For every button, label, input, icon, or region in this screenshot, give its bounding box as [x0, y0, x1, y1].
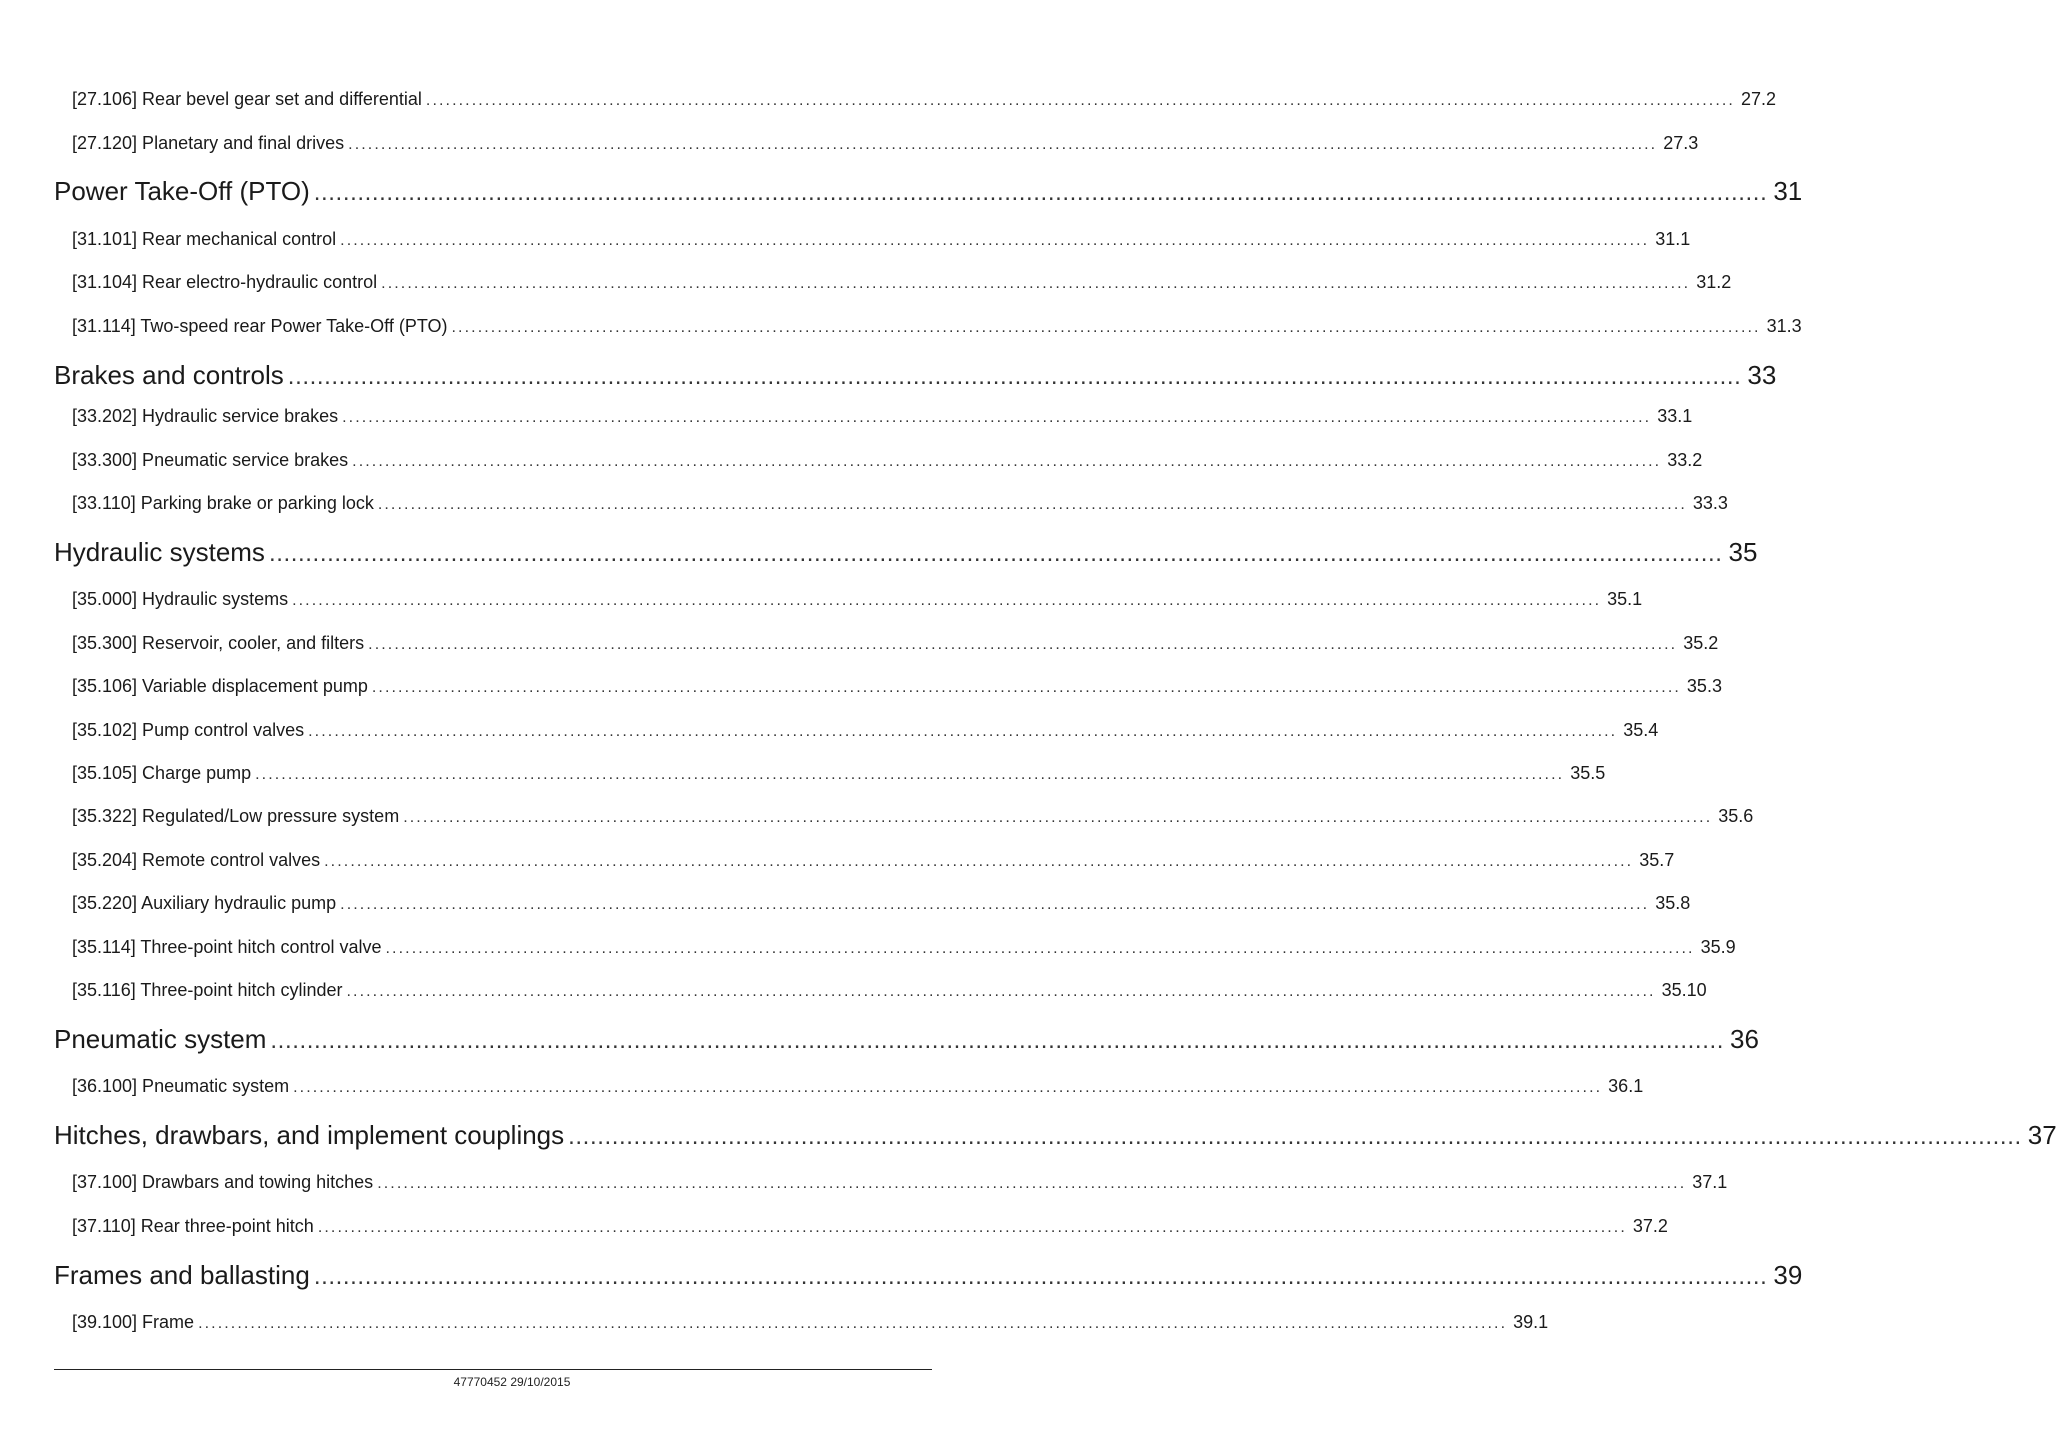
toc-entry[interactable] [72, 450, 1703, 474]
toc-entry-page: 37.2 [1632, 1216, 1668, 1236]
toc-entry[interactable] [72, 1172, 1728, 1196]
toc-section[interactable] [54, 1024, 1759, 1058]
toc-entry-title: [36.100] Pneumatic system [72, 1076, 290, 1096]
toc-entry-page: 35.2 [1683, 633, 1719, 653]
toc-entry-page: 31.1 [1655, 229, 1691, 249]
toc-entry[interactable] [72, 806, 1754, 830]
toc-entry-title: [37.100] Drawbars and towing hitches [72, 1172, 374, 1192]
toc-entry-title: [35.322] Regulated/Low pressure system [72, 806, 400, 826]
toc-entry[interactable] [72, 720, 1659, 744]
dot-leader: ........................................................................................................................................................................................................ [287, 363, 1742, 390]
toc-entry-title: [39.100] Frame [72, 1312, 195, 1332]
toc-entry-page: 33.1 [1657, 406, 1693, 426]
toc-entry-page: 35.4 [1623, 720, 1659, 740]
toc-section[interactable] [54, 176, 1803, 210]
toc-entry-title: [35.114] Three-point hitch control valve [72, 937, 382, 957]
toc-entry-page: 35.7 [1639, 850, 1675, 870]
toc-entry[interactable] [72, 89, 1777, 113]
toc-entry-page: 36.1 [1608, 1076, 1644, 1096]
toc-entry[interactable] [72, 763, 1606, 787]
toc-entry-title: [35.116] Three-point hitch cylinder [72, 980, 343, 1000]
toc-entry-page: 35.3 [1686, 676, 1722, 696]
toc-entry-title: [31.101] Rear mechanical control [72, 229, 337, 249]
toc-entry-title: [27.106] Rear bevel gear set and differential [72, 89, 422, 109]
toc-section[interactable] [54, 537, 1758, 571]
dot-leader: ........................................................................................................................................................................................................ [340, 232, 1650, 249]
toc-entry-title: [35.300] Reservoir, cooler, and filters [72, 633, 365, 653]
toc-entry-page: 27.2 [1740, 89, 1777, 109]
dot-leader: ........................................................................................................................................................................................................ [292, 592, 1602, 609]
toc-section-title: Pneumatic system [54, 1024, 267, 1054]
toc-section-page: 31 [1773, 176, 1803, 206]
dot-leader: ........................................................................................................................................................................................................ [352, 453, 1662, 470]
dot-leader: ........................................................................................................................................................................................................ [268, 540, 1723, 567]
toc-entry-title: [33.110] Parking brake or parking lock [72, 493, 374, 513]
toc-entry[interactable] [72, 133, 1699, 157]
toc-entry-title: [31.104] Rear electro-hydraulic control [72, 272, 378, 292]
toc-entry[interactable] [72, 589, 1643, 613]
dot-leader: ........................................................................................................................................................................................................ [342, 409, 1652, 426]
dot-leader: ........................................................................................................................................................................................................ [346, 983, 1656, 1000]
toc-section-title: Frames and ballasting [54, 1260, 310, 1290]
toc-section-page: 39 [1773, 1260, 1803, 1290]
toc-entry[interactable] [72, 316, 1802, 340]
dot-leader: ........................................................................................................................................................................................................ [381, 275, 1691, 292]
dot-leader: ........................................................................................................................................................................................................ [451, 319, 1761, 336]
dot-leader: ........................................................................................................................................................................................................ [348, 136, 1658, 153]
toc-entry-page: 37.1 [1692, 1172, 1728, 1192]
toc-entry-page: 33.3 [1692, 493, 1728, 513]
dot-leader: ........................................................................................................................................................................................................ [198, 1315, 1508, 1332]
toc-entry-title: [33.300] Pneumatic service brakes [72, 450, 349, 470]
toc-entry[interactable] [72, 272, 1732, 296]
toc-entry[interactable] [72, 633, 1719, 657]
dot-leader: ........................................................................................................................................................................................................ [385, 940, 1695, 957]
toc-entry-title: [35.106] Variable displacement pump [72, 676, 368, 696]
toc-entry[interactable] [72, 937, 1736, 961]
toc-entry[interactable] [72, 676, 1722, 700]
toc-entry-title: [35.220] Auxiliary hydraulic pump [72, 893, 337, 913]
toc-entry[interactable] [72, 850, 1675, 874]
toc-entry-title: [27.120] Planetary and final drives [72, 133, 345, 153]
toc-entry-page: 35.1 [1607, 589, 1643, 609]
toc-entry-title: [33.202] Hydraulic service brakes [72, 406, 339, 426]
dot-leader: ........................................................................................................................................................................................................ [371, 679, 1681, 696]
footer-doc-info: 47770452 29/10/2015 [453, 1375, 571, 1389]
toc-section[interactable] [54, 1260, 1803, 1294]
toc-entry-page: 39.1 [1513, 1312, 1549, 1332]
dot-leader: ........................................................................................................................................................................................................ [324, 853, 1634, 870]
toc-entry-title: [37.110] Rear three-point hitch [72, 1216, 314, 1236]
toc-entry[interactable] [72, 406, 1693, 430]
toc-entry-page: 33.2 [1667, 450, 1703, 470]
dot-leader: ........................................................................................................................................................................................................ [293, 1079, 1603, 1096]
dot-leader: ........................................................................................................................................................................................................ [255, 766, 1565, 783]
toc-entry[interactable] [72, 493, 1728, 517]
toc-section-title: Hitches, drawbars, and implement couplings [54, 1120, 565, 1150]
toc-section-title: Brakes and controls [54, 360, 284, 390]
dot-leader: ........................................................................................................................................................................................................ [403, 809, 1713, 826]
toc-entry[interactable] [72, 980, 1707, 1004]
toc-entry-title: [35.105] Charge pump [72, 763, 252, 783]
toc-section-title: Power Take-Off (PTO) [54, 176, 310, 206]
dot-leader: ........................................................................................................................................................................................................ [317, 1219, 1627, 1236]
toc-entry-title: [35.204] Remote control valves [72, 850, 321, 870]
toc-entry[interactable] [72, 1216, 1668, 1240]
dot-leader: ........................................................................................................................................................................................................ [377, 496, 1687, 513]
toc-entry-page: 35.10 [1661, 980, 1707, 1000]
toc-entry-page: 31.2 [1696, 272, 1732, 292]
toc-entry-page: 35.6 [1718, 806, 1754, 826]
toc-section-page: 37 [2027, 1120, 2057, 1150]
dot-leader: ........................................................................................................................................................................................................ [340, 896, 1650, 913]
toc-entry[interactable] [72, 893, 1691, 917]
toc-section-page: 35 [1728, 537, 1758, 567]
dot-leader: ........................................................................................................................................................................................................ [368, 636, 1678, 653]
toc-section-page: 33 [1747, 360, 1777, 390]
toc-section[interactable] [54, 1120, 2057, 1154]
dot-leader: ........................................................................................................................................................................................................ [568, 1123, 2022, 1150]
toc-entry-page: 35.9 [1700, 937, 1736, 957]
dot-leader: ........................................................................................................................................................................................................ [313, 179, 1768, 206]
toc-section[interactable] [54, 360, 1777, 394]
toc-entry[interactable] [72, 1312, 1549, 1336]
toc-entry-title: [35.102] Pump control valves [72, 720, 305, 740]
toc-entry-title: [35.000] Hydraulic systems [72, 589, 289, 609]
toc-entry-page: 35.8 [1655, 893, 1691, 913]
toc-section-page: 36 [1730, 1024, 1759, 1054]
toc-entry-title: [31.114] Two-speed rear Power Take-Off (PTO) [72, 316, 448, 336]
dot-leader: ........................................................................................................................................................................................................ [313, 1263, 1768, 1290]
footer-divider [54, 1369, 932, 1370]
dot-leader: ........................................................................................................................................................................................................ [425, 92, 1735, 109]
dot-leader: ........................................................................................................................................................................................................ [270, 1027, 1724, 1054]
dot-leader: ........................................................................................................................................................................................................ [308, 723, 1618, 740]
toc-section-title: Hydraulic systems [54, 537, 265, 567]
toc-entry[interactable] [72, 1076, 1644, 1100]
toc-entry-page: 31.3 [1766, 316, 1802, 336]
dot-leader: ........................................................................................................................................................................................................ [377, 1175, 1687, 1192]
toc-entry-page: 27.3 [1663, 133, 1699, 153]
toc-entry-page: 35.5 [1570, 763, 1606, 783]
toc-entry[interactable] [72, 229, 1691, 253]
